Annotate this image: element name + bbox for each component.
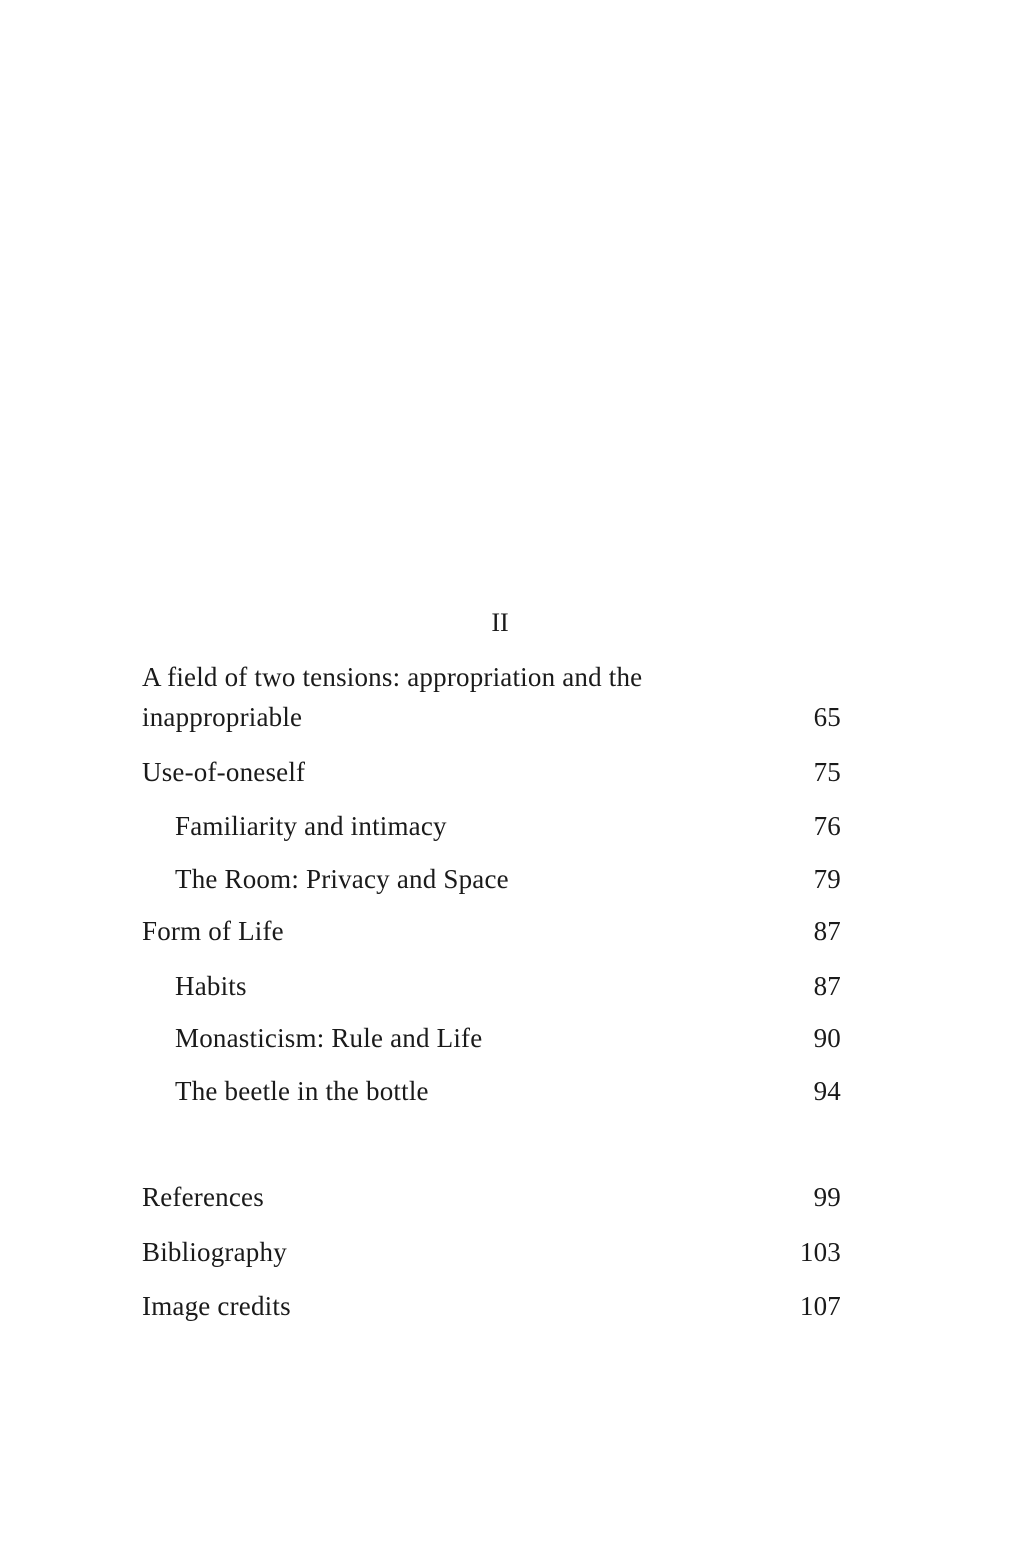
toc-entry-title: References	[142, 1182, 264, 1212]
toc-entry-title: Familiarity and intimacy	[175, 811, 447, 841]
toc-entry-title-line2: inappropriable	[142, 702, 303, 732]
toc-back-matter-entry	[142, 1286, 841, 1326]
toc-entry-title: Use-of-oneself	[142, 757, 306, 787]
toc-subentry	[142, 966, 841, 1006]
toc-back-matter-entry	[142, 1177, 841, 1217]
toc-entry-page: 90	[813, 1023, 841, 1053]
toc-subentry	[142, 806, 841, 846]
toc-entry-page: 79	[813, 864, 841, 894]
toc-entry	[142, 657, 841, 737]
toc-subentry	[142, 1071, 841, 1111]
toc-entry-page: 75	[813, 757, 841, 787]
toc-entry-page: 103	[799, 1237, 841, 1267]
toc-entry-title: Image credits	[142, 1291, 291, 1321]
toc-subentry	[142, 1018, 841, 1058]
toc-entry-title: The Room: Privacy and Space	[175, 864, 509, 894]
toc-entry-page: 76	[813, 811, 841, 841]
toc-entry-page: 107	[799, 1291, 841, 1321]
toc-entry	[142, 752, 841, 792]
toc-entry-page: 87	[813, 971, 841, 1001]
toc-entry-title: Habits	[175, 971, 247, 1001]
toc-back-matter-entry	[142, 1232, 841, 1272]
toc-subentry	[142, 859, 841, 899]
toc-entry	[142, 911, 841, 951]
toc-entry-page: 65	[813, 702, 841, 732]
toc-entry-title: Monasticism: Rule and Life	[175, 1023, 483, 1053]
toc-entry-page: 87	[813, 916, 841, 946]
part-numeral: II	[491, 608, 509, 637]
table-of-contents	[142, 0, 841, 1560]
toc-entry-title	[142, 657, 841, 737]
toc-entry-page: 94	[813, 1076, 841, 1106]
toc-entry-title: Bibliography	[142, 1237, 287, 1267]
toc-entry-title: The beetle in the bottle	[175, 1076, 429, 1106]
toc-entry-title: Form of Life	[142, 916, 284, 946]
toc-entry-page: 99	[813, 1182, 841, 1212]
toc-entry-title-line1: A field of two tensions: appropriation and the	[142, 662, 643, 692]
